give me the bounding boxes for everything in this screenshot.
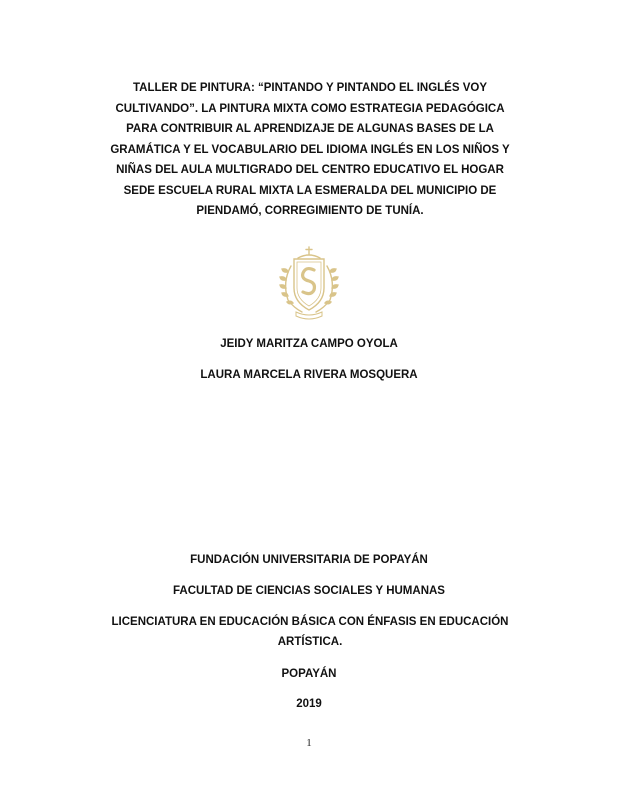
thesis-title bbox=[110, 78, 510, 222]
title-line: NIÑAS DEL AULA MULTIGRADO DEL CENTRO EDUCATIVO EL HOGAR bbox=[116, 164, 504, 176]
title-line: GRAMÁTICA Y EL VOCABULARIO DEL IDIOMA INGLÉS EN LOS NIÑOS Y bbox=[110, 143, 510, 156]
city: POPAYÁN bbox=[281, 668, 337, 680]
university-crest-icon bbox=[276, 246, 342, 322]
page-number: 1 bbox=[306, 737, 312, 749]
institution-name: FUNDACIÓN UNIVERSITARIA DE POPAYÁN bbox=[190, 554, 428, 566]
author-name: JEIDY MARITZA CAMPO OYOLA bbox=[220, 338, 398, 350]
title-line: CULTIVANDO”. LA PINTURA MIXTA COMO ESTRATEGIA PEDAGÓGICA bbox=[115, 102, 505, 115]
program-line: ARTÍSTICA. bbox=[277, 636, 343, 648]
program-name bbox=[100, 612, 520, 652]
author-name: LAURA MARCELA RIVERA MOSQUERA bbox=[200, 369, 418, 381]
title-line: SEDE ESCUELA RURAL MIXTA LA ESMERALDA DEL MUNICIPIO DE bbox=[123, 184, 497, 197]
title-line: PIENDAMÓ, CORREGIMIENTO DE TUNÍA. bbox=[196, 205, 424, 217]
title-line: TALLER DE PINTURA: “PINTANDO Y PINTANDO EL INGLÉS VOY bbox=[133, 82, 487, 94]
program-line: LICENCIATURA EN EDUCACIÓN BÁSICA CON ÉNFASIS EN EDUCACIÓN bbox=[111, 616, 509, 628]
title-line: PARA CONTRIBUIR AL APRENDIZAJE DE ALGUNAS BASES DE LA bbox=[126, 123, 494, 135]
year: 2019 bbox=[296, 698, 322, 710]
faculty-name: FACULTAD DE CIENCIAS SOCIALES Y HUMANAS bbox=[173, 585, 445, 597]
